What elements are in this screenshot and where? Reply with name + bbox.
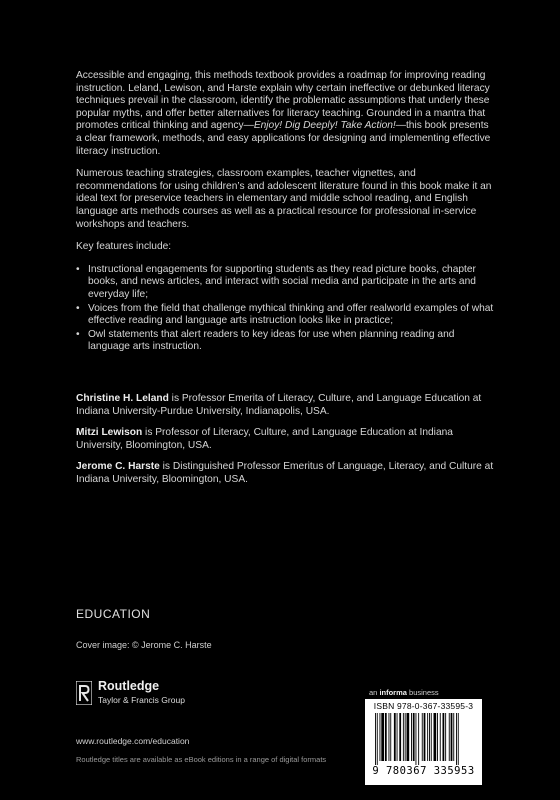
publisher-url[interactable]: www.routledge.com/education [76, 736, 190, 746]
feature-item: • Instructional engagements for supporting students as they read picture books, chapter books, and news articles, and interact with social media and participate in the arts and everyday life; [76, 264, 496, 302]
isbn-barcode [365, 699, 482, 785]
barcode-bar [418, 713, 419, 765]
book-description [76, 70, 496, 355]
informa-suffix: business [406, 688, 439, 697]
publisher-name: Routledge [98, 679, 160, 693]
barcode-bar [429, 713, 430, 761]
barcode-bar [397, 713, 398, 761]
description-text: Accessible and engaging, this methods textbook provides a roadmap for improving reading instruction. Leland, Lewison, and Harste explain why certain ineffective or debunked literacy techniques prevail in the classroom, identify the problematic assumptions that underly these popular myths, and offer better alternatives for literacy teaching. Grounded in a mantra that promotes critical thinking and agency— [76, 70, 490, 132]
barcode-bar [451, 713, 453, 761]
barcode-bar [385, 713, 387, 761]
author-bio-text: is Distinguished Professor Emeritus of Language, Literacy, and Culture at Indiana University, Bloomington, USA. [76, 461, 494, 485]
barcode-bar [424, 713, 426, 761]
barcode-bar [405, 713, 406, 761]
barcode-bar [437, 713, 438, 761]
barcode-bar [453, 713, 454, 761]
barcode-bar [380, 713, 381, 761]
author-name: Jerome C. Harste [76, 461, 160, 473]
informa-business-tag [369, 688, 439, 697]
barcode-bar [458, 713, 459, 765]
author-bios [76, 393, 496, 496]
barcode-number: 9 780367 335953 [372, 765, 475, 777]
informa-prefix: an [369, 688, 380, 697]
barcode-bar [390, 713, 391, 761]
author-name: Mitzi Lewison [76, 427, 143, 439]
barcode-bar [456, 713, 457, 765]
features-heading: Key features include: [76, 241, 172, 253]
cover-image-credit: Cover image: © Jerome C. Harste [76, 640, 212, 650]
author-bio-text: is Professor of Literacy, Culture, and Language Education at Indiana University, Bloomington, USA. [76, 427, 453, 451]
barcode-bar [440, 713, 441, 761]
barcode-bar [377, 713, 378, 765]
routledge-logo-icon [76, 681, 92, 705]
barcode-bar [375, 713, 376, 765]
barcode-bar [434, 713, 437, 761]
barcode-bar [443, 713, 445, 761]
author-name: Christine H. Leland [76, 393, 169, 404]
barcode-bar [431, 713, 432, 761]
feature-item: • Voices from the field that challenge mythical thinking and offer realworld examples of what effective reading and language arts instruction looks like in practice; [76, 303, 496, 328]
author-bio [76, 393, 496, 418]
barcode-bars [373, 713, 474, 765]
feature-item: • Owl statements that alert readers to key ideas for use when planning reading and language arts instruction. [76, 329, 496, 354]
subject-category: EDUCATION [76, 607, 151, 621]
barcode-bar [449, 713, 450, 761]
barcode-bar [394, 713, 396, 761]
author-bio-text: is Professor Emerita of Literacy, Culture, and Language Education at Indiana University-Purdue University, Indianapolis, USA. [76, 393, 482, 417]
barcode-bar [403, 713, 404, 761]
ebook-note: Routledge titles are available as eBook editions in a range of digital formats [76, 755, 327, 764]
barcode-bar [407, 713, 410, 761]
features-list [76, 264, 496, 354]
author-bio [76, 461, 496, 486]
mantra-text: Enjoy! Dig Deeply! Take Action! [253, 120, 396, 132]
informa-brand: informa [379, 688, 407, 697]
barcode-bar [411, 713, 412, 761]
barcode-bar [427, 713, 428, 761]
description-text: —this book presents a clear framework, methods, and easy applications for designing and implementing effective literacy instruction. [76, 120, 491, 157]
barcode-bar [381, 713, 384, 761]
author-bio [76, 427, 496, 452]
isbn-label: ISBN 978-0-367-33595-3 [373, 701, 474, 711]
description-paragraph-2: Numerous teaching strategies, classroom examples, teacher vignettes, and recommendations for using children’s and adolescent literature found in this book make it an ideal text for preservice teachers in elementary and middle school reading, and English language arts methods courses as well as a practical resource for professional in-service workshops and teachers. [76, 168, 492, 230]
publisher-group: Taylor & Francis Group [98, 695, 185, 705]
barcode-bar [422, 713, 423, 761]
barcode-bar [413, 713, 415, 761]
barcode-bar [389, 713, 390, 761]
barcode-bar [416, 713, 417, 765]
description-paragraph-1 [76, 70, 496, 158]
barcode-bar [445, 713, 446, 761]
barcode-bar [399, 713, 401, 761]
